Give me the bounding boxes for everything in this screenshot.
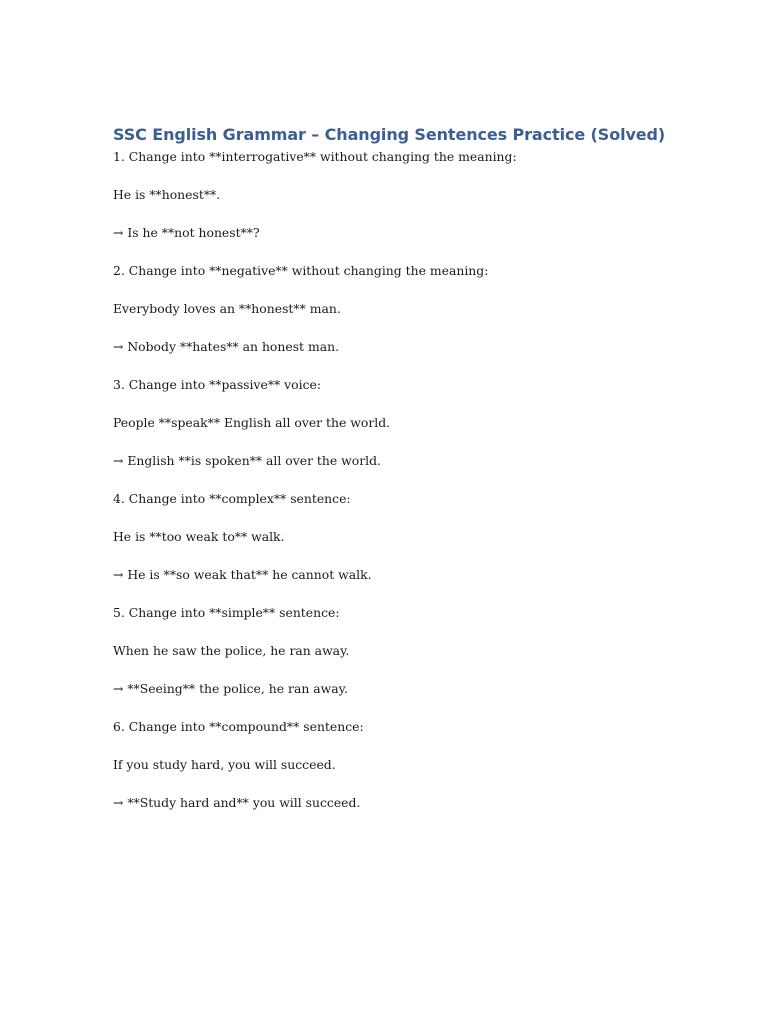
- question-prompt: 2. Change into **negative** without changing the meaning:: [113, 263, 489, 278]
- question-prompt: 4. Change into **complex** sentence:: [113, 491, 351, 506]
- document-page: [113, 124, 713, 824]
- question-answer: → Is he **not honest**?: [113, 225, 260, 240]
- question-prompt: 5. Change into **simple** sentence:: [113, 605, 340, 620]
- question-4: [113, 491, 713, 583]
- question-prompt: 3. Change into **passive** voice:: [113, 377, 322, 392]
- question-prompt: 1. Change into **interrogative** without changing the meaning:: [113, 149, 517, 164]
- question-sentence: People **speak** English all over the world.: [113, 415, 391, 430]
- question-6: [113, 719, 713, 811]
- question-answer: → **Seeing** the police, he ran away.: [113, 681, 348, 696]
- question-sentence: He is **too weak to** walk.: [113, 529, 285, 544]
- question-sentence: Everybody loves an **honest** man.: [113, 301, 341, 316]
- question-5: [113, 605, 713, 697]
- question-prompt: 6. Change into **compound** sentence:: [113, 719, 364, 734]
- document-title: SSC English Grammar – Changing Sentences Practice (Solved): [113, 125, 666, 144]
- question-sentence: He is **honest**.: [113, 187, 221, 202]
- question-1: [113, 149, 713, 241]
- question-sentence: If you study hard, you will succeed.: [113, 757, 336, 772]
- question-answer: → Nobody **hates** an honest man.: [113, 339, 340, 354]
- question-sentence: When he saw the police, he ran away.: [113, 643, 350, 658]
- question-3: [113, 377, 713, 469]
- question-2: [113, 263, 713, 355]
- question-answer: → **Study hard and** you will succeed.: [113, 795, 361, 810]
- question-answer: → He is **so weak that** he cannot walk.: [113, 567, 372, 582]
- question-answer: → English **is spoken** all over the world.: [113, 453, 381, 468]
